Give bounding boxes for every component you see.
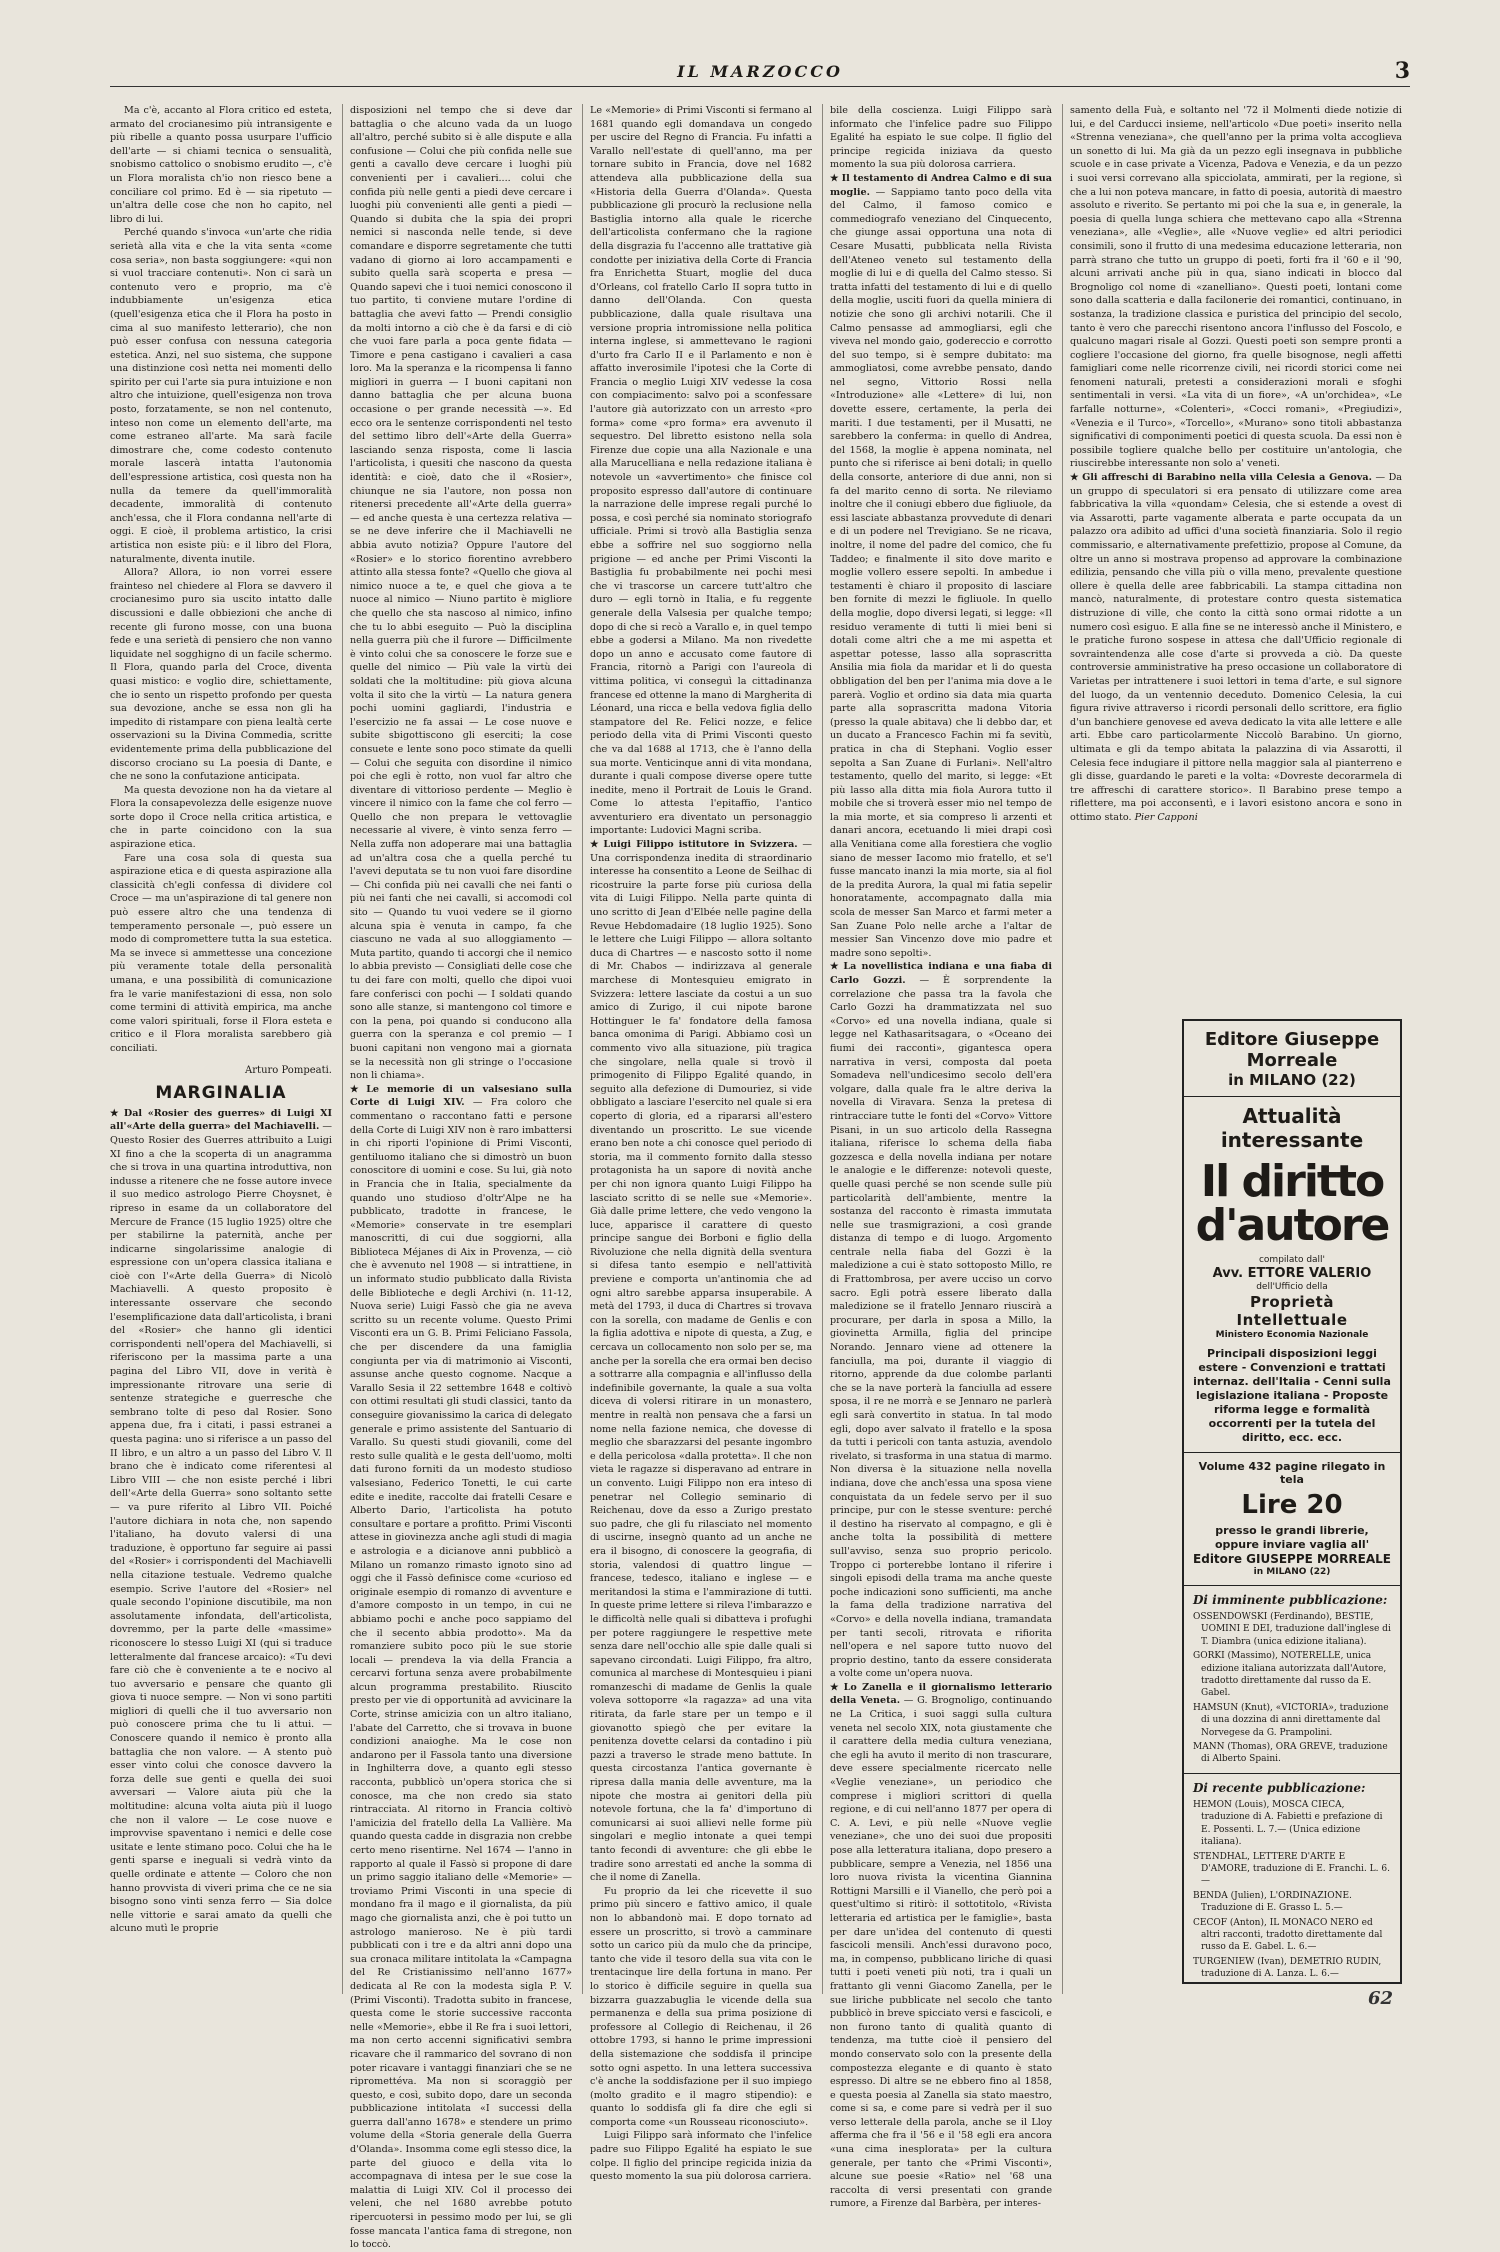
ad-office: Proprietà Intellettuale xyxy=(1236,1293,1348,1329)
column-3 xyxy=(590,104,812,2183)
ad-publisher: Editore Giuseppe Morreale xyxy=(1204,1029,1380,1071)
star-icon: ★ xyxy=(830,172,839,184)
list-item: HAMSUN (Knut), «VICTORIA», traduzione di una dozzina di anni direttamente dal Norvegese da G. Prampolini. xyxy=(1193,1702,1389,1738)
ad-price: Lire 20 xyxy=(1241,1490,1343,1520)
item-title: Dal «Rosier des guerres» di Luigi XI all'«Arte della guerra» del Machiavelli. xyxy=(110,1107,332,1133)
list-item: TURGENIEW (Ivan), DEMETRIO RUDIN, traduzione di A. Lanza. L. 6.— xyxy=(1193,1956,1382,1980)
star-icon: ★ xyxy=(110,1107,121,1119)
col1-paragraph: Ma questa devozione non ha da vietare al Flora la consapevolezza delle esigenze nuove sorte dopo il Croce nella critica artistica, e che in parte coincidono con la sua aspirazione etica. xyxy=(110,784,332,851)
masthead: IL MARZOCCO xyxy=(677,62,843,81)
marginalia-item: ★ La novellistica indiana e una fiaba di Carlo Gozzi. — È sorprendente la correlazione che passa tra la favola che Carlo Gozzi ha drammatizzata nel suo «Corvo» ed una novella indiana, quale si legge nel Kathasaritsagara, o «Oceano dei fiumi dei racconti», gigantesca opera narrativa in versi, composta dal poeta Somadeva nell'undicesimo secolo dell'era volgare, dalla quale fra le altre deriva la novella di Viravara. Senza la pretesa di rintracciare tutte le fonti del «Corvo» Vittore Pisani, in un suo articolo della Rassegna italiana, riferisce lo schema della fiaba gozzesca e della novella indiana per notare le analogie e le differenze: notevoli queste, quelle quasi perché se non scende sulle più particolarità dell'ambiente, mentre la sostanza del racconto è rimasta immutata nelle sue trasmigrazioni, a così grande distanza di tempo e di luogo. Argomento centrale nella fiaba del Gozzi è la maledizione a cui è stato sottoposto Millo, re di Frattombrosa, per avere ucciso un corvo sacro. Egli potrà essere liberato dalla maledizione se il fratello Jennaro riuscirà a procurare, per darla in sposa a Millo, la giovinetta Armilla, figlia del principe Norando. Jennaro viene ad ottenere la fanciulla, ma poi, durante il viaggio di ritorno, apprende da due colombe parlanti che se la nave porterà la fanciulla ad essere sposa, il re ne morrà e se Jennaro ne parlerà egli sarà convertito in statua. In tal modo egli, dopo aver salvato il fratello e la sposa da tutti i pericoli con tanta astuzia, avendolo rivelato, si trasforma in una statua di marmo. Non diversa è la situazione nella novella indiana, dove che anch'essa una sposa viene conquistata da un fedele servo per il suo principe, pur con le stesse sventure: perché il destino ha riservato al compagno, e gli è anche tolta la possibilità di mettere sull'avviso, senza suo proprio pericolo. Troppo ci porterebbe lontano il riferire i singoli episodi della trama ma anche queste poche indicazioni sono sufficienti, ma anche la fama della tradizione narrativa del «Corvo» e della novella indiana, tramandata per tanti secoli, ritrovata e rifiorita nell'opera e nel sapore tutto nuovo del proprio destino, tanto da essere considerata a volte come un'opera nuova. xyxy=(830,961,1052,1680)
ad-headline: Attualità interessante xyxy=(1220,1104,1364,1152)
item-title: Le memorie di un valsesiano sulla Corte di Luigi XIV. xyxy=(350,1083,572,1109)
item-title: Il testamento di Andrea Calmo e di sua moglie. xyxy=(830,172,1052,198)
ad-forthcoming-list xyxy=(1193,1611,1391,1766)
item-title: Gli affreschi di Barabino nella villa Celesia a Genova. xyxy=(1082,472,1372,484)
marginalia-item: ★ Le memorie di un valsesiano sulla Corte di Luigi XIV. — Fra coloro che commentano o raccontano fatti e persone della Corte di Luigi XIV non è raro imbattersi in chi riporti l'opinione di Primi Visconti, gentiluomo italiano che si dimostrò un buon conoscitore di uomini e cose. Su lui, già noto in Francia che in Italia, specialmente da quando uno studioso d'oltr'Alpe ne ha pubblicato, tradotte in francese, le «Memorie» conservate in tre esemplari manoscritti, di cui due soggiorni, alla Biblioteca Méjanes di Aix in Provenza, — ciò che è avvenuto nel 1908 — si intrattiene, in un informato studio pubblicato dalla Rivista delle Biblioteche e degli Archivi (n. 11-12, Nuova serie) Luigi Fassò che gia ne aveva scritto su un recente volume. Questo Primi Visconti era un G. B. Primi Feliciano Fassola, che per discendere da una famiglia congiunta per via di matrimonio ai Visconti, assunse anche questo cognome. Nacque a Varallo Sesia il 22 settembre 1648 e coltivò con ottimi resultati gli studi classici, tanto da conseguire giovanissimo la carica di delegato generale e primo assistente del Santuario di Varallo. Su questi studi giovanili, come del resto sulle qualità e le gesta dell'uomo, molti dati furono forniti da un modesto studioso valsesiano, Federico Tonetti, le cui carte edite e inedite, raccolte dai fratelli Cesare e Alberto Dario, l'articolista ha potuto consultare e portare a profitto. Primi Visconti attese in giovinezza anche agli studi di magia e astrologia e a dicianove anni pubblicò a Milano un romanzo rimasto ignoto sino ad oggi che il Fassò definisce come «curioso ed originale esempio di romanzo di avventure e d'amore composto in un tempo, in cui ne abbiamo pochi e anche poco sappiamo del che il secento abbia prodotto». Ma da romanziere subito poco più le sue storie locali — prendeva la via della Francia a cercarvi fortuna senza avere probabilmente alcun programma prestabilito. Riuscito presto per vie di opportunità ad avvicinare la Corte, strinse amicizia con un altro italiano, l'abate del Carretto, che si trovava in buone condizioni anaioghe. Ma le cose non andarono per il Fassola tanto una diversione in Inghilterra dove, a quanto egli stesso racconta, pubblicò un'opera storica che si conosce, ma che non credo sia stato rintracciata. Al ritorno in Francia coltivò l'amicizia del fratello della La Vallière. Ma quando questa cadde in disgrazia non crebbe certo meno risentirne. Nel 1674 — l'anno in rapporto al quale il Fassò si propone di dare un primo saggio italiano delle «Memorie» — troviamo Primi Visconti in una specie di mondano fra il mago e il giornalista, da più mago che giornalista anzi, che è poi tutto un astrologo manieroso. Ne è più tardi pubblicati con i tre e da altri anni dopo una sua cronaca militare intitolata la «Campagna del Re Cristianissimo nell'anno 1677» dedicata al Re con la modesta sigla P. V. (Primi Visconti). Tradotta subito in francese, questa come le storie successive racconta nelle «Memorie», ebbe il Re fra i suoi lettori, ma non certo accenni significativi sembra ricavare che il rammarico del sovrano di non poter ricavare i vantaggi finanziari che se ne ripromettéva. Ma non si scoraggiò per questo, e così, subito dopo, dare un seconda pubblicazione intitolata «I successi della guerra dall'anno 1678» e stendere un primo volume della «Storia generale della Guerra d'Olanda». Insomma come egli stesso dice, la parte del giuoco e della vita lo accompagnava di intesa per le sue cose la malattia di Luigi XIV. Col il processo dei veleni, che nel 1680 avrebbe potuto ripercuotersi in pessimo modo per lui, se gli fosse mancata l'antica fama di stregone, non lo toccò. xyxy=(350,1083,572,2251)
list-item: HEMON (Louis), MOSCA CIECA, traduzione di A. Fabietti e prefazione di E. Possenti. L. 7.— (Unica edizione italiana). xyxy=(1193,1799,1383,1848)
star-icon: ★ xyxy=(830,961,841,973)
ad-recent-list xyxy=(1193,1799,1391,1981)
ad-order-city: in MILANO (22) xyxy=(1253,1567,1331,1577)
item-title: La novellistica indiana e una fiaba di Carlo Gozzi. xyxy=(830,961,1052,986)
col4-paragraph: bile della coscienza. Luigi Filippo sarà informato che l'infelice padre suo Filippo Egalité ha espiato le sue colpe. Il figlio del principe regicida iniziava da questo momento la sua più dolorosa carriera. xyxy=(830,105,1052,171)
ad-order-text: presso le grandi librerie, oppure inviare vaglia all' xyxy=(1214,1524,1370,1551)
column-5 xyxy=(1070,104,1402,1009)
list-item: OSSENDOWSKI (Ferdinando), BESTIE, UOMINI E DEI, traduzione dall'inglese di T. Diambra (unica edizione italiana). xyxy=(1193,1612,1391,1647)
column-divider xyxy=(1062,104,1063,1994)
list-item: MANN (Thomas), ORA GREVE, traduzione di Alberto Spaini. xyxy=(1193,1742,1388,1765)
item-text: Sappiamo tanto poco della vita del Calmo, il famoso comico e commediografo veneziano del Cinquecento, che giunge assai opportuna una nota di Cesare Musatti, pubblicata nella Rivista dell'Ateneo veneto sul testamento della moglie di lui e di quella del Calmo stesso. Si tratta infatti del testamento di lui e di quello della moglie, usciti fuori da quella miniera di notizie che sono gli archivi notarili. Che il Calmo pensasse ad ammogliarsi, egli che viveva nel mondo gaio, godereccio e corrotto del suo tempo, si è sempre dubitato: ma ammogliatosi, come avrebbe pensato, dando nel segno, Vittorio Rossi nella «Introduzione» alle «Lettere» di lui, non dovette essere, certamente, la perla dei mariti. I due testamenti, per il Musatti, ne sarebbero la conferma: in quello di Andrea, del 1568, la moglie è appena nominata, nel punto che si riferisce ai beni dotali; in quello della consorte, anteriore di due anni, non si fa del marito cenno di sorta. Ne rileviamo inoltre che il coniugi ebbero due figliuole, da essi lasciate abbastanza provvedute di denari e di un podere nel Trevigiano. Se ne ricava, inoltre, il nome del padre del comico, che fu Taddeo; e finalmente il sito dove marito e moglie vollero essere sepolti. In ambedue i testamenti è chiaro il proposito di lasciare ben fornite di mezzi le figliuole. In quello della moglie, dopo diversi legati, si legge: «Il residuo veramente di tutti li miei beni si dotali come altri che a me mi aspetta et aspettar potesse, lasso alla soprascritta Ansilia mia fiola da maridar et li do questa obbligation del ben per l'anima mia dove a le parerà. Voglio et ordino sia data mia quarta parte alla soprascritta madona Vitoria (presso la quale abitava) che li debbo dar, et un ducato a Francesco Fachin mi fa sevitù, pratica in cha di Stephani. Voglio esser sepolta a San Zuane di Furlani». Nell'altro testamento, quello del marito, si legge: «Et più lasso alla ditta mia fiola Aurora tutto il mobile che si troverà esser mio nel tempo de la mia morte, et sia compreso li arzenti et danari ancora, ecetuando li miei drapi così alla Venitiana come alla forestiera che voglio siano de messer Iacomo mio fratello, et se'l fusse mancato inanzi la mia morte, sia al fiol de la predita Aurora, la qual mi fatia sepelir honoratamente, accompagnato dalla mia scola de messer San Marco et farmi meter a San Zuane Polo nelle arche a l'altar de messier San Vincenzo dove mio padre et madre sono sepolti». xyxy=(830,186,1052,959)
ad-recent-title: Di recente pubblicazione: xyxy=(1193,1780,1366,1795)
col3-paragraph: Luigi Filippo sarà informato che l'infelice padre suo Filippo Egalité ha espiato le sue colpe. Il figlio del principe regicida inizia da questo momento la sua più dolorosa carriera. xyxy=(590,2130,812,2183)
column-1 xyxy=(110,104,332,1994)
ad-ministry: Ministero Economia Nazionale xyxy=(1215,1330,1369,1340)
ad-office-of: dell'Ufficio della xyxy=(1256,1282,1328,1292)
ad-compiled-by: compilato dall' xyxy=(1258,1255,1326,1265)
star-icon: ★ xyxy=(350,1083,364,1095)
col1-paragraph: Allora? Allora, io non vorrei essere frainteso nel chiedere al Flora se davvero il crocianesimo puro sia uscito intatto dalle discussioni e dalle obbiezioni che anche di recente gli furono mosse, con una buona fede e una serietà di pensiero che non vanno liquidate nel sogghigno di un facile schermo. Il Flora, quando parla del Croce, diventa quasi mistico: e voglio dire, schiettamente, che io sento un rispetto profondo per questa sua devozione, anche se essa non gli ha impedito di ristampare con piena lealtà certe osservazioni su la Divina Commedia, scritte evidentemente prima della pubblicazione del discorso crociano su La poesia di Dante, e che ne sono la confutazione anticipata. xyxy=(110,567,332,783)
col3-paragraph: Fu proprio da lei che ricevette il suo primo più sincero e fattivo amico, il quale non lo abbandonò mai. E dopo tornato ad essere un proscritto, si trovò a camminare sotto un carico più da mulo che da principe, tanto che vide il tesoro della sua vita con le trentacinque lire della fortuna in mano. Per lo storico è difficile seguire in quella sua bizzarra guazzabuglia le vicende della sua permanenza e della sua prima posizione di professore al Collegio di Reichenau, il 26 ottobre 1793, si hanno le prime impressioni della sistemazione che soddisfa il principe sotto ogni aspetto. In una lettera successiva c'è anche la soddisfazione per il suo impiego (molto gradito e il magro stipendio): e quanto lo soddisfa gli fa dire che egli si comporta come «un Rousseau riconosciuto». xyxy=(590,1885,812,2128)
star-icon: ★ xyxy=(590,839,601,851)
marginalia-item: ★ Gli affreschi di Barabino nella villa Celesia a Genova. — Da un gruppo di speculatori si era pensato di utilizzare come area fabbricativa la villa «quondam» Celesia, che si estende a ovest di via Assarotti, parte vagamente alberata e parte occupata da un palazzo ora adibito ad uffici d'una società finanziaria. Solo il regio commissario, e alternativamente prefettizio, propose al Comune, da oltre un anno si mostrava propenso ad approvare la combinazione edilizia, pensando che villa più o villa meno, prevalente questione ollere è quella delle aree fabbricabili. La stampa cittadina non mancò, naturalmente, di protestare contro questa sistematica distruzione di ville, che conto la città sono ormai ridotte a un numero così esiguo. E alla fine se ne interessò anche il Ministero, e le pratiche furono sospese in attesa che dall'Ufficio regionale di sovraintendenza alle cose d'arte si provveda a ciò. Da queste controversie amministrative ha preso occasione un collaboratore di Varietas per intrattenere i suoi lettori in tema d'arte, e sul signore del luogo, da un ventennio deceduto. Domenico Celesia, la cui figura rivive attraverso i ricordi personali dello scrittore, era figlio d'un banchiere genovese ed aveva dedicato la vita alle lettere e alle arti. Ebbe caro particolarmente Niccolò Barabino. Un giorno, ultimata e gli da tempo abitata la palazzina di via Assarotti, il Celesia fece indugiare il pittore nella maggior sala al pianterreno e gli disse, guardando le pareti e la volta: «Dovreste decorarmela di tre affreschi di carattere storico». Il Barabino prese tempo a riflettere, ma poi acconsentì, e i lavori esistono ancora e sono in ottimo stato. Pier Capponi xyxy=(1070,472,1402,823)
ad-divider xyxy=(1184,1096,1400,1097)
col2-paragraph: disposizioni nel tempo che si deve dar battaglia o che alcuno vada da un luogo all'altro, perché subito si è alle dispute e alla confusione — Colui che più confida nelle sue genti a cavallo deve cercare i luoghi più convenienti per i cavalieri.... colui che confida più nelle genti a piedi deve cercare i luoghi più convenienti alle genti a piedi — Quando si dubita che la spia dei propri nemici si nasconda nelle tende, si deve comandare e disporre segretamente che tutti vadano di giorno ai loro accampamenti e subito quella sarà scoperta e presa — Quando sapevi che i tuoi nemici conoscono il tuo partito, ti conviene mutare l'ordine di battaglia che avevi fatto — Prendi consiglio da molti intorno a ciò che è da farsi e di ciò che vuoi fare parla a poca gente fidata — Timore e pena castigano i cavalieri a casa loro. Ma la speranza e la ricompensa li fanno migliori in guerra — I buoni capitani non danno battaglia che per alcuna buona occasione o per grande necessità —». Ed ecco ora le sentenze corrispondenti nel testo del settimo libro dell'«Arte della Guerra» lasciando senza risposta, come li lascia l'articolista, i quesiti che nascono da questa identità: e cioè, dato che il «Rosier», chiunque ne sia l'autore, non possa non ritenersi precedente all'«Arte della guerra» — ed anche questa è una certezza relativa — se ne deve inferire che il Machiavelli ne abbia avuto notizia? Oppure l'autore del «Rosier» e lo storico fiorentino avrebbero attinto alla stessa fonte? «Quello che giova al nimico nuoce a te, e quel che giova a te nuoce al nimico — Niuno partito è migliore che quello che sta nascoso al nimico, infino che tu lo abbi eseguito — Può la disciplina nella guerra più che il furore — Difficilmente è vinto colui che sa conoscere le forze sue e quelle del nimico — Più vale la virtù dei soldati che la moltitudine: più giova alcuna volta il sito che la virtù — La natura genera pochi uomini gagliardi, l'industria e l'esercizio ne fa assai — Le cose nuove e subite sbigottiscono gli eserciti; la cose consuete e lente sono poco stimate da quelli — Colui che seguita con disordine il nimico poi che egli è rotto, non vuol far altro che diventare di vittorioso perdente — Meglio è vincere il nimico con la fame che col ferro — Quello che non prepara le vettovaglie necessarie al vivere, è vinto senza ferro — Nella zuffa non adoperare mai una battaglia ad un'altra cosa che a quella perché tu l'avevi deputata se tu non vuoi fare disordine — Chi confida più nei cavalli che nei fanti o più nei fanti che nei cavalli, si accomodi col sito — Quando tu vuoi vedere se il giorno alcuna spia è venuta in campo, fa che ciascuno ne vada al suo alloggiamento — Muta partito, quando ti accorgi che il nemico lo abbia previsto — Consigliati delle cose che tu dei fare con molti, quello che dipoi vuoi fare conferisci con pochi — I soldati quando sono alle stanze, si mantengono col timore e con la pena, poi quando si conducono alla guerra con la speranza e col premio — I buoni capitani non vengono mai a giornata se la necessità non gli stringe o l'occasione non li chiama». xyxy=(350,105,572,1082)
marginalia-item: ★ Dal «Rosier des guerres» di Luigi XI all'«Arte della guerra» del Machiavelli. — Questo Rosier des Guerres attribuito a Luigi XI fino a che la scoperta di un anagramma che si trova in una quartina introduttiva, non indusse a ritenere che ne fosse autore invece il suo medico astrologo Pierre Choysnet, è ripreso in esame da un collaboratore del Mercure de France (15 luglio 1925) oltre che per stabilirne la paternità, anche per indicarne singolarissime analogie di espressione con un'opera classica italiana e cioè con l'«Arte della Guerra» di Nicolò Machiavelli. A questo proposito è interessante osservare che secondo l'esemplificazione data dall'articolista, i brani del «Rosier» che hanno gli identici corrispondenti nell'opera del Machiavelli, si riferiscono per la massima parte a una pagina del Libro VII, dove in verità è impressionante ritrovare una serie di sentenze strategiche e guerresche che sembrano tolte di peso dal Rosier. Sono appena due, fra i citati, i passi estranei a questa pagina: uno si riferisce a un passo del II libro, e un altro a un passo del Libro V. Il brano che è indicato come riferentesi al Libro VIII — che non esiste perché i libri dell'«Arte della Guerra» sono soltanto sette — va pure riferito al Libro VII. Poiché l'autore dichiara in nota che, non sapendo l'italiano, ha dovuto valersi di una traduzione, è opportuno far seguire ai passi del «Rosier» i corrispondenti del Machiavelli nella citazione testuale. Vedremo qualche esempio. Scrive l'autore del «Rosier» nel quale secondo l'opinione discutibile, ma non assolutamente infondata, dell'articolista, dovremmo, per la parte delle «massime» riconoscere lo stesso Luigi XI (qui si traduce letteralmente dal francese arcaico): «Tu devi fare ciò che è conveniente a te e nocivo al tuo avversario e pensare che quanto gli giova ti nuoce sempre. — Non vi sono partiti migliori di quelli che il tuo avversario non può conoscere prima che tu li attui. — Conoscere quando il nemico è pronto alla battaglia che non valore. — A stento può esser vinto colui che conosce davvero la forza delle sue genti e quella dei suoi avversari — Valore aiuta più che la moltitudine: alcuna volta aiuta più il luogo che non il valore — Le cose nuove e improvvise spaventano i nemici e delle cose usitate e lente stimano poco. Colui che ha le genti sparse e ineguali si vedrà vinto da quelle ordinate e attente — Coloro che non hanno provvista di viveri prima che ce ne sia bisogno sono vinti senza ferro — Sia dolce nelle vittorie e sarai amato da quelli che alcuno mutì le proprie xyxy=(110,1107,332,1935)
item-text: Fra coloro che commentano o raccontano fatti e persone della Corte di Luigi XIV non è raro imbattersi in chi riporti l'opinione di Primi Visconti, gentiluomo italiano che si dimostrò un buon conoscitore di uomini e cose. Su lui, già noto in Francia che in Italia, specialmente da quando uno studioso d'oltr'Alpe ne ha pubblicato, tradotte in francese, le «Memorie» conservate in tre esemplari manoscritti, di cui due soggiorni, alla Biblioteca Méjanes di Aix in Provenza, — ciò che è avvenuto nel 1908 — si intrattiene, in un informato studio pubblicato dalla Rivista delle Biblioteche e degli Archivi (n. 11-12, Nuova serie) Luigi Fassò che gia ne aveva scritto su un recente volume. Questo Primi Visconti era un G. B. Primi Feliciano Fassola, che per discendere da una famiglia congiunta per via di matrimonio ai Visconti, assunse anche questo cognome. Nacque a Varallo Sesia il 22 settembre 1648 e coltivò con ottimi resultati gli studi classici, tanto da conseguire giovanissimo la carica di delegato generale e primo assistente del Santuario di Varallo. Su questi studi giovanili, come del resto sulle qualità e le gesta dell'uomo, molti dati furono forniti da un modesto studioso valsesiano, Federico Tonetti, le cui carte edite e inedite, raccolte dai fratelli Cesare e Alberto Dario, l'articolista ha potuto consultare e portare a profitto. Primi Visconti attese in giovinezza anche agli studi di magia e astrologia e a dicianove anni pubblicò a Milano un romanzo rimasto ignoto sino ad oggi che il Fassò definisce come «curioso ed originale esempio di romanzo di avventure e d'amore composto in un tempo, in cui ne abbiamo pochi e anche poco sappiamo del che il secento abbia prodotto». Ma da romanziere subito poco più le sue storie locali — prendeva la via della Francia a cercarvi fortuna senza avere probabilmente alcun programma prestabilito. Riuscito presto per vie di opportunità ad avvicinare la Corte, strinse amicizia con un altro italiano, l'abate del Carretto, che si trovava in buone condizioni anaioghe. Ma le cose non andarono per il Fassola tanto una diversione in Inghilterra dove, a quanto egli stesso racconta, pubblicò un'opera storica che si conosce, ma che non credo sia stato rintracciata. Al ritorno in Francia coltivò l'amicizia del fratello della La Vallière. Ma quando questa cadde in disgrazia non crebbe certo meno risentirne. Nel 1674 — l'anno in rapporto al quale il Fassò si propone di dare un primo saggio italiano delle «Memorie» — troviamo Primi Visconti in una specie di mondano fra il mago e il giornalista, da più mago che giornalista anzi, che è poi tutto un astrologo manieroso. Ne è più tardi pubblicati con i tre e da altri anni dopo una sua cronaca militare intitolata la «Campagna del Re Cristianissimo nell'anno 1677» dedicata al Re con la modesta sigla P. V. (Primi Visconti). Tradotta subito in francese, questa come le storie successive racconta nelle «Memorie», ebbe il Re fra i suoi lettori, ma non certo accenni significativi sembra ricavare che il rammarico del sovrano di non poter ricavare i vantaggi finanziari che se ne ripromettéva. Ma non si scoraggiò per questo, e così, subito dopo, dare un seconda pubblicazione intitolata «I successi della guerra dall'anno 1678» e stendere un primo volume della «Storia generale della Guerra d'Olanda». Insomma come egli stesso dice, la parte del giuoco e della vita lo accompagnava di intesa per le sue cose la malattia di Luigi XIV. Col il processo dei veleni, che nel 1680 avrebbe potuto ripercuotersi in pessimo modo per lui, se gli fosse mancata l'antica fama di stregone, non lo toccò. xyxy=(350,1097,572,2251)
ad-volume: Volume 432 pagine rilegato in tela xyxy=(1198,1460,1386,1486)
page-header xyxy=(110,58,1410,87)
marginalia-item: ★ Il testamento di Andrea Calmo e di sua moglie. — Sappiamo tanto poco della vita del Calmo, il famoso comico e commediografo veneziano del Cinquecento, che giunge assai opportuna una nota di Cesare Musatti, pubblicata nella Rivista dell'Ateneo veneto sul testamento della moglie di lui e di quella del Calmo stesso. Si tratta infatti del testamento di lui e di quello della moglie, usciti fuori da quella miniera di notizie che sono gli archivi notarili. Che il Calmo pensasse ad ammogliarsi, egli che viveva nel mondo gaio, godereccio e corrotto del suo tempo, si è sempre dubitato: ma ammogliatosi, come avrebbe pensato, dando nel segno, Vittorio Rossi nella «Introduzione» alle «Lettere» di lui, non dovette essere, certamente, la perla dei mariti. I due testamenti, per il Musatti, ne sarebbero la conferma: in quello di Andrea, del 1568, la moglie è appena nominata, nel punto che si riferisce ai beni dotali; in quello della consorte, anteriore di due anni, non si fa del marito cenno di sorta. Ne rileviamo inoltre che il coniugi ebbero due figliuole, da essi lasciate abbastanza provvedute di denari e di un podere nel Trevigiano. Se ne ricava, inoltre, il nome del padre del comico, che fu Taddeo; e finalmente il sito dove marito e moglie vollero essere sepolti. In ambedue i testamenti è chiaro il proposito di lasciare ben fornite di mezzi le figliuole. In quello della moglie, dopo diversi legati, si legge: «Il residuo veramente di tutti li miei beni si dotali come altri che a me mi aspetta et aspettar potesse, lasso alla soprascritta Ansilia mia fiola da maridar et li do questa obbligation del ben per l'anima mia dove a le parerà. Voglio et ordino sia data mia quarta parte alla soprascritta madona Vitoria (presso la quale abitava) che li debbo dar, et un ducato a Francesco Fachin mi fa sevitù, pratica in cha di Stephani. Voglio esser sepolta a San Zuane di Furlani». Nell'altro testamento, quello del marito, si legge: «Et più lasso alla ditta mia fiola Aurora tutto il mobile che si troverà esser mio nel tempo de la mia morte, et sia compreso li arzenti et danari ancora, ecetuando li miei drapi così alla Venitiana come alla forestiera che voglio siano de messer Iacomo mio fratello, et se'l fusse mancato inanzi la mia morte, sia al fiol de la predita Aurora, la qual mi fatia sepelir honoratamente, accompagnato dalla mia scola de messer San Marco et farmi meter a San Zuane Polo nelle arche a l'altar de messier San Vincenzo dove mio padre et madre sono sepolti». xyxy=(830,172,1052,959)
list-item: CECOF (Anton), IL MONACO NERO ed altri racconti, tradotto direttamente dal russo da E. Gabel. L. 6.— xyxy=(1193,1917,1383,1953)
ad-author: Avv. ETTORE VALERIO xyxy=(1212,1266,1372,1281)
list-item: BENDA (Julien), L'ORDINAZIONE. Traduzione di E. Grasso L. 5.— xyxy=(1193,1890,1352,1914)
star-icon: ★ xyxy=(1070,472,1080,484)
ad-publisher-city: in MILANO (22) xyxy=(1228,1071,1356,1089)
list-item: GORKI (Massimo), NOTERELLE, unica edizione italiana autorizzata dall'Autore, tradotto direttamente dal russo da E. Gabel. xyxy=(1193,1651,1387,1699)
column-2 xyxy=(350,104,572,2251)
col3-paragraph: Le «Memorie» di Primi Visconti si fermano al 1681 quando egli domandava un congedo per uscire del Regno di Francia. Fu infatti a Varallo nell'estate di quell'anno, ma per tornare subito in Francia, dove nel 1682 attendeva alla pubblicazione della sua «Historia della Guerra d'Olanda». Questa pubblicazione gli procurò la reclusione nella Bastiglia intorno alla quale le ricerche dell'articolista confermano che la ragione della disgrazia fu l'accenno alle trattative già condotte per iniziativa della Corte di Francia fra Enrichetta Stuart, moglie del duca d'Orleans, col fratello Carlo II sopra tutto in danno dell'Olanda. Con questa pubblicazione, dalla quale risultava una versione propria intromissione nella politica interna inglese, si ammettevano le ragioni d'urto fra Carlo II e il Parlamento e non è affatto inverosimile l'ipotesi che la Corte di Francia o meglio Luigi XIV vedesse la cosa con compiacimento: salvo poi a sconfessare l'autore già autorizzato con un arresto «pro forma» come «pro forma» era avvenuto il sequestro. Del libretto esistono nella sola Firenze due copie una alla Nazionale e una alla Marucelliana e nella redazione italiana è notevole un «avvertimento» che finisce col proposito espresso dall'autore di continuare la narrazione delle imprese regali purché lo possa, e così perché sia nominato storiografo ufficiale. Primi si trovò alla Bastiglia senza ebbe a soffrire nel suo soggiorno nella prigione — ed anche per Primi Visconti la Bastiglia fu probabilmente nei pochi mesi che vi trascorse un carcere tutt'altro che duro — egli tornò in Italia, e fu reggente generale della Valsesia per qualche tempo; dopo di che si recò a Varallo e, in quel tempo ebbe a godersi a Milano. Ma non rivedette dopo un anno e accusato come fautore di Francia, ritornò a Parigi con l'aureola di vittima politica, vi conseguì la cittadinanza francese ed ottenne la mano di Margherita di Léonard, una ricca e bella vedova figlia dello stampatore del Re. Felici nozze, e felice periodo della vita di Primi Visconti questo che va dal 1688 al 1713, che è l'anno della sua morte. Venticinque anni di vita mondana, durante i quali compose diverse opere tutte inedite, meno il Portrait de Louis le Grand. Come lo attesta l'epitaffio, l'antico avventuriero era diventato un personaggio importante: Ludovici Magni scriba. xyxy=(590,105,812,837)
handwritten-page-note: 62 xyxy=(1368,1988,1394,2009)
item-text: Questo Rosier des Guerres attribuito a Luigi XI fino a che la scoperta di un anagramma che si trova in una quartina introduttiva, non indusse a ritenere che ne fosse autore invece il suo medico astrologo Pierre Choysnet, è ripreso in esame da un collaboratore del Mercure de France (15 luglio 1925) oltre che per stabilirne la paternità, anche per indicarne singolarissime analogie di espressione con un'opera classica italiana e cioè con l'«Arte della Guerra» di Nicolò Machiavelli. A questo proposito è interessante osservare che secondo l'esemplificazione data dall'articolista, i brani del «Rosier» che hanno gli identici corrispondenti nell'opera del Machiavelli, si riferiscono per la massima parte a una pagina del Libro VII, dove in verità è impressionante ritrovare una serie di sentenze strategiche e guerresche che sembrano tolte di peso dal Rosier. Sono appena due, fra i citati, i passi estranei a questa pagina: uno si riferisce a un passo del II libro, e un altro a un passo del Libro V. Il brano che è indicato come riferentesi al Libro VIII — che non esiste perché i libri dell'«Arte della Guerra» sono soltanto sette — va pure riferito al Libro VII. Poiché l'autore dichiara in nota che, non sapendo l'italiano, ha dovuto valersi di una traduzione, è opportuno far seguire ai passi del «Rosier» i corrispondenti del Machiavelli nella citazione testuale. Vedremo qualche esempio. Scrive l'autore del «Rosier» nel quale secondo l'opinione discutibile, ma non assolutamente infondata, dell'articolista, dovremmo, per la parte delle «massime» riconoscere lo stesso Luigi XI (qui si traduce letteralmente dal francese arcaico): «Tu devi fare ciò che è conveniente a te e nocivo al tuo avversario e pensare che quanto gli giova ti nuoce sempre. — Non vi sono partiti migliori di quelli che il tuo avversario non può conoscere prima che tu li attui. — Conoscere quando il nemico è pronto alla battaglia che non valore. — A stento può esser vinto colui che conosce davvero la forza delle sue genti e quella dei suoi avversari — Valore aiuta più che la moltitudine: alcuna volta aiuta più il luogo che non il valore — Le cose nuove e improvvise spaventano i nemici e delle cose usitate e lente stimano poco. Colui che ha le genti sparse e ineguali si vedrà vinto da quelle ordinate e attente — Coloro che non hanno provvista di viveri prima che ce ne sia bisogno sono vinti senza ferro — Sia dolce nelle vittorie e sarai amato da quelli che alcuno mutì le proprie xyxy=(110,1134,332,1935)
column-divider xyxy=(582,104,583,1994)
star-icon: ★ xyxy=(830,1681,841,1693)
list-item: STENDHAL, LETTERE D'ARTE E D'AMORE, traduzione di E. Franchi. L. 6.— xyxy=(1193,1851,1390,1887)
marginalia-item: ★ Luigi Filippo istitutore in Svizzera. — Una corrispondenza inedita di straordinario interesse ha consentito a Leone de Seilhac di ricostruire la parte forse più curiosa della vita di Luigi Filippo. Nella parte quinta di uno scritto di Jean d'Elbée nelle pagine della Revue Hebdomadaire (18 luglio 1925). Sono le lettere che Luigi Filippo — allora soltanto duca di Chartres — e nascosto sotto il nome di Mr. Chabos — indirizzava al generale marchese di Montesquieu emigrato in Svizzera: lettere lasciate da costui a un suo amico di Zurigo, il cui nipote barone Hottinguer le fa' fondatore della famosa banca omonima di Parigi. Abbiamo così un commento vivo alla situazione, più tragica che singolare, nella quale si trovò il primogenito di Filippo Egalité quando, in seguito alla defezione di Dumouriez, si vide obbligato a lasciare l'esercito nel quale si era coperto di gloria, ed a ripararsi all'estero diventando un proscritto. Le sue vicende erano ben note a chi conosce quel periodo di storia, ma il commento fornito dalla stesso protagonista ha un sapore di novità anche per chi non ignora quanto Luigi Filippo ha lasciato scritto di se nelle sue «Memorie». Già dalle prime lettere, che vedo vengono la luce, apparisce il carattere di questo principe sangue dei Borboni e figlio della Rivoluzione che nella dignità della sventura si difesa tanto esempio e nell'attività previene e comporta un'antinomia che ad ogni altro sarebbe apparsa insuperabile. A metà del 1793, il duca di Chartres si trovava con la sorella, con madame de Genlis e con la figlia adottiva e nipote di questa, a Zug, e cercava un collocamento non solo per se, ma anche per la sorella che era ormai ben deciso a sottrarre alla compagnia e all'influsso della indefinibile governante, la quale a sua volta diceva di volersi ritirare in un monastero, mentre in realtà non pensava che a farsi un nome nella fazione nemica, che dovesse di meglio che sbarazzarsi del pesante ingombro e della pericolosa «dalla protetta». Il che non vieta le ragazze si disperavano ad entrare in un convento. Luigi Filippo non era inteso di penetrar nel Collegio seminario di Reichenau, dove da esso a Zurigo prestato suo padre, che gli fu rilasciato nel momento di uscirne, insegnò quanto ad un anche ne era il bisogno, di conoscere la geografia, di storia, valendosi di quattro lingue — francese, tedesco, italiano e inglese — e meritandosi la stima e l'ammirazione di tutti. In queste prime lettere si rileva l'imbarazzo e le difficoltà nelle quali si dibatteva i profughi per potere raggiungere le respettive mete senza dare nell'occhio alle spie dalle quali si sapevano circondati. Luigi Filippo, fra altro, comunica al marchese di Montesquieu i piani romanzeschi di madame de Genlis la quale voleva sottoporre «la ragazza» ad una vita ritirata, da farle stare per un tempo e il giovanotto spiegò che per evitare la penitenza dovette celarsi da contadino i più pazzi a traverso le strade meno battute. In questa circostanza l'antica governante è ripresa dalla mania delle avventure, ma la nipote che mostra ai genitori della più notevole fortuna, che la fa' d'importuno di comunicarsi ai suoi allievi nelle forme più singolari e meglio intonate a quei tempi tanto fecondi di avventure: che gli ebbe le tradire sono arrestati ed anche la somma di che il nome di Zanella. xyxy=(590,839,812,1884)
item-text: È sorprendente la correlazione che passa tra la favola che Carlo Gozzi ha drammatizzata nel suo «Corvo» ed una novella indiana, quale si legge nel Kathasaritsagara, o «Oceano dei fiumi dei racconti», gigantesca opera narrativa in versi, composta dal poeta Somadeva nell'undicesimo secolo dell'era volgare, dalla quale fra le altre deriva la novella di Viravara. Senza la pretesa di rintracciare tutte le fonti del «Corvo» Vittore Pisani, in un suo articolo della Rassegna italiana, riferisce lo schema della fiaba gozzesca e della novella indiana per notare le analogie e le differenze: notevoli queste, quelle quasi perché se non scende sulle più particolarità dell'ambiente, mentre la sostanza del racconto è rimasta immutata nelle sue trasmigrazioni, a così grande distanza di tempo e di luogo. Argomento centrale nella fiaba del Gozzi è la maledizione a cui è stato sottoposto Millo, re di Frattombrosa, per avere ucciso un corvo sacro. Egli potrà essere liberato dalla maledizione se il fratello Jennaro riuscirà a procurare, per darla in sposa a Millo, la giovinetta Armilla, figlia del principe Norando. Jennaro viene ad ottenere la fanciulla, ma poi, durante il viaggio di ritorno, apprende da due colombe parlanti che se la nave porterà la fanciulla ad essere sposa, il re ne morrà e se Jennaro ne parlerà egli sarà convertito in statua. In tal modo egli, dopo aver salvato il fratello e la sposa da tutti i pericoli con tanta astuzia, avendolo rivelato, si trasforma in una statua di marmo. Non diversa è la situazione nella novella indiana, dove che anch'essa una sposa viene conquistata da un fedele servo per il suo principe, pur con le stesse sventure: perché il destino ha riservato al compagno, e gli è anche tolta la possibilità di mettere sull'avviso, senza suo proprio pericolo. Troppo ci porterebbe lontano il riferire i singoli episodi della trama ma anche queste poche indicazioni sono sufficienti, ma anche la fama della tradizione narrativa del «Corvo» e della novella indiana, tramandata per tanti secoli, ritrovata e rifiorita nell'opera e nel sapore tutto nuovo del proprio destino, tanto da essere considerata a volte come un'opera nuova. xyxy=(830,975,1052,1680)
section-title: MARGINALIA xyxy=(155,1083,287,1104)
col1-paragraph: Fare una cosa sola di questa sua aspirazione etica e di questa aspirazione alla classicità ch'egli confessa di dividere col Croce — ma un'aspirazione di tal genere non può essere altro che una tendenza di temperamento personale —, può essere un modo di compromettere tutta la sua estetica. Ma se invece si ammettesse una concezione più veramente totale della personalità umana, e una possibilità di comunicazione fra le varie manifestazioni di essa, non solo come termini di attività empirica, ma anche come valori spirituali, forse il Flora esteta e critico e il Flora moralista sarebbero già conciliati. xyxy=(110,852,332,1054)
item-title: Luigi Filippo istitutore in Svizzera. xyxy=(603,839,798,851)
item-title: Lo Zanella e il giornalismo letterario della Veneta. xyxy=(830,1681,1052,1707)
column-divider xyxy=(342,104,343,1994)
col1-paragraph: Ma c'è, accanto al Flora critico ed esteta, armato del crocianesimo più intransigente e più ribelle a quanto possa usurpare l'ufficio dell'arte — si chiami tecnica o sensualità, snobismo cattolico o snobismo erudito —, c'è un Flora moralista ch'io non riesco bene a conciliare col primo. Ed è — sia ripetuto — un'altra delle cose che non ho capito, nel libro di lui. xyxy=(110,105,332,225)
article-author: Arturo Pompeati. xyxy=(245,1064,332,1076)
item-author: Pier Capponi xyxy=(1134,811,1198,823)
ad-divider xyxy=(1184,1773,1400,1774)
col1-paragraph: Perché quando s'invoca «un'arte che ridia serietà alla vita e che la vita senta «come cosa seria», non basta soggiungere: «qui non si vuol tracciare contenuti». Non ci sarà un contenuto vero e proprio, ma c'è indubbiamente un'esigenza etica (quell'esigenza etica che il Flora ha posto in cima al suo manifesto letterario), che non può esser confusa con nessuna categoria estetica. Anzi, nel suo sistema, che suppone una distinzione così netta nei momenti dello spirito per cui l'arte sia pura intuizione e non altro che intuizione, quell'esigenza non trova posto, forzatamente, se non nel contenuto, inteso non come un elemento dell'arte, ma come estraneo all'arte. Ma sarà facile dimostrare che, come codesto contenuto morale lascerà intatta l'autonomia dell'espressione artistica, così questa non ha nulla da temere da quell'immoralità decadente, immoralità di contenuto anch'essa, che il Flora condanna nell'arte di oggi. E cioè, il problema artistico, la crisi artistica non esiste più: e il libro del Flora, naturalmente, diventa inutile. xyxy=(110,227,332,565)
item-text: Una corrispondenza inedita di straordinario interesse ha consentito a Leone de Seilhac di ricostruire la parte forse più curiosa della vita di Luigi Filippo. Nella parte quinta di uno scritto di Jean d'Elbée nelle pagine della Revue Hebdomadaire (18 luglio 1925). Sono le lettere che Luigi Filippo — allora soltanto duca di Chartres — e nascosto sotto il nome di Mr. Chabos — indirizzava al generale marchese di Montesquieu emigrato in Svizzera: lettere lasciate da costui a un suo amico di Zurigo, il cui nipote barone Hottinguer le fa' fondatore della famosa banca omonima di Parigi. Abbiamo così un commento vivo alla situazione, più tragica che singolare, nella quale si trovò il primogenito di Filippo Egalité quando, in seguito alla defezione di Dumouriez, si vide obbligato a lasciare l'esercito nel quale si era coperto di gloria, ed a ripararsi all'estero diventando un proscritto. Le sue vicende erano ben note a chi conosce quel periodo di storia, ma il commento fornito dalla stesso protagonista ha un sapore di novità anche per chi non ignora quanto Luigi Filippo ha lasciato scritto di se nelle sue «Memorie». Già dalle prime lettere, che vedo vengono la luce, apparisce il carattere di questo principe sangue dei Borboni e figlio della Rivoluzione che nella dignità della sventura si difesa tanto esempio e nell'attività previene e comporta un'antinomia che ad ogni altro sarebbe apparsa insuperabile. A metà del 1793, il duca di Chartres si trovava con la sorella, con madame de Genlis e con la figlia adottiva e nipote di questa, a Zug, e cercava un collocamento non solo per se, ma anche per la sorella che era ormai ben deciso a sottrarre alla compagnia e all'influsso della indefinibile governante, la quale a sua volta diceva di volersi ritirare in un monastero, mentre in realtà non pensava che a farsi un nome nella fazione nemica, che dovesse di meglio che sbarazzarsi del pesante ingombro e della pericolosa «dalla protetta». Il che non vieta le ragazze si disperavano ad entrare in un convento. Luigi Filippo non era inteso di penetrar nel Collegio seminario di Reichenau, dove da esso a Zurigo prestato suo padre, che gli fu rilasciato nel momento di uscirne, insegnò quanto ad un anche ne era il bisogno, di conoscere la geografia, di storia, valendosi di quattro lingue — francese, tedesco, italiano e inglese — e meritandosi la stima e l'ammirazione di tutti. In queste prime lettere si rileva l'imbarazzo e le difficoltà nelle quali si dibatteva i profughi per potere raggiungere le respettive mete senza dare nell'occhio alle spie dalle quali si sapevano circondati. Luigi Filippo, fra altro, comunica al marchese di Montesquieu i piani romanzeschi di madame de Genlis la quale voleva sottoporre «la ragazza» ad una vita ritirata, da farle stare per un tempo e il giovanotto spiegò che per evitare la penitenza dovette celarsi da contadino i più pazzi a traverso le strade meno battute. In questa circostanza l'antica governante è ripresa dalla mania delle avventure, ma la nipote che mostra ai genitori della più notevole fortuna, che la fa' d'importuno di comunicarsi ai suoi allievi nelle forme più singolari e meglio intonate a quei tempi tanto fecondi di avventure: che gli ebbe le tradire sono arrestati ed anche la somma di che il nome di Zanella. xyxy=(590,852,812,1884)
item-text: G. Brognoligo, continuando ne La Critica, i suoi saggi sulla cultura veneta nel secolo XIX, nota giustamente che il carattere della media cultura veneziana, che egli ha avuto il merito di non trascurare, deve essere specialmente ricercato nelle «Veglie veneziane», un periodico che comprese i migliori scrittori di quella regione, e di cui nell'anno 1877 per opera di C. A. Levi, e più nelle «Nuove veglie veneziane», che uno dei suoi due propositi pose alla letteratura italiana, dopo presero a pubblicare, sempre a Venezia, nel 1856 una loro nuova rivista la vicentina Giannina Rottigni Marsilli e il Vianello, che però poi a quest'ultimo si ritirò: il sottotitolo, «Rivista letteraria ed artistica per le famiglie», basta per dare un'idea del contenuto di questi fascicoli mensili. Anch'essi duravono poco, ma, in compenso, pubblicano liriche di quasi tutti i poeti veneti più noti, tra i quali un frattanto gli venni Giacomo Zanella, per le sue liriche pubblicate nel secolo che tanto pubblicò in breve spicciato versi e fascicoli, e non furono tanto di qualità quanto di tendenza, ma tutte cioè il pensiero del mondo conservato solo con la presente della compostezza elegante e di quanto è stato espresso. Di altre se ne ebbero fino al 1858, e questa poesia al Zanella sia stato maestro, come si sa, e come pare si vedrà per il suo verso letterale della parola, anche se il Lloy afferma che fra il '56 e il '58 egli era ancora «una cima inesplorata» per la cultura generale, per tanto che «Primi Visconti», alcune sue poesie «Ratio» nel '68 una raccolta di versi presentati con grande rumore, a Firenze dal Barbèra, per interes- xyxy=(830,1695,1053,2210)
marginalia-item: ★ Lo Zanella e il giornalismo letterario della Veneta. — G. Brognoligo, continuando ne La Critica, i suoi saggi sulla cultura veneta nel secolo XIX, nota giustamente che il carattere della media cultura veneziana, che egli ha avuto il merito di non trascurare, deve essere specialmente ricercato nelle «Veglie veneziane», un periodico che comprese i migliori scrittori di quella regione, e di cui nell'anno 1877 per opera di C. A. Levi, e più nelle «Nuove veglie veneziane», che uno dei suoi due propositi pose alla letteratura italiana, dopo presero a pubblicare, sempre a Venezia, nel 1856 una loro nuova rivista la vicentina Giannina Rottigni Marsilli e il Vianello, che però poi a quest'ultimo si ritirò: il sottotitolo, «Rivista letteraria ed artistica per le famiglie», basta per dare un'idea del contenuto di questi fascicoli mensili. Anch'essi duravono poco, ma, in compenso, pubblicano liriche di quasi tutti i poeti veneti più noti, tra i quali un frattanto gli venni Giacomo Zanella, per le sue liriche pubblicate nel secolo che tanto pubblicò in breve spicciato versi e fascicoli, e non furono tanto di qualità quanto di tendenza, ma tutte cioè il pensiero del mondo conservato solo con la presente della compostezza elegante e di quanto è stato espresso. Di altre se ne ebbero fino al 1858, e questa poesia al Zanella sia stato maestro, come si sa, e come pare si vedrà per il suo verso letterale della parola, anche se il Lloy afferma che fra il '56 e il '58 egli era ancora «una cima inesplorata» per la cultura generale, per tanto che «Primi Visconti», alcune sue poesie «Ratio» nel '68 una raccolta di versi presentati con grande rumore, a Firenze dal Barbèra, per interes- xyxy=(830,1681,1053,2210)
ad-description: Principali disposizioni leggi estere - Convenzioni e trattati internaz. dell'Italia - Cenni sulla legislazione italiana - Proposte riforma legge e formalità occorrenti per la tutela del diritto, ecc. ecc. xyxy=(1193,1347,1391,1444)
item-text: Da un gruppo di speculatori si era pensato di utilizzare come area fabbricativa la villa «quondam» Celesia, che si estende a ovest di via Assarotti, parte vagamente alberata e parte occupata da un palazzo ora adibito ad uffici d'una società finanziaria. Solo il regio commissario, e alternativamente prefettizio, propose al Comune, da oltre un anno si mostrava propenso ad approvare la combinazione edilizia, pensando che villa più o villa meno, prevalente questione ollere è quella delle aree fabbricabili. La stampa cittadina non mancò, naturalmente, di protestare contro questa sistematica distruzione di ville, che conto la città sono ormai ridotte a un numero così esiguo. E alla fine se ne interessò anche il Ministero, e le pratiche furono sospese in attesa che dall'Ufficio regionale di sovraintendenza alle cose d'arte si provveda a ciò. Da queste controversie amministrative ha preso occasione un collaboratore di Varietas per intrattenere i suoi lettori in tema d'arte, e sul signore del luogo, da un ventennio deceduto. Domenico Celesia, la cui figura rivive attraverso i ricordi personali dello scrittore, era figlio d'un banchiere genovese ed aveva dedicato la vita alle lettere e alle arti. Ebbe caro particolarmente Niccolò Barabino. Un giorno, ultimata e gli da tempo abitata la palazzina di via Assarotti, il Celesia fece indugiare il pittore nella maggior sala al pianterreno e gli disse, guardando le pareti e la volta: «Dovreste decorarmela di tre affreschi di carattere storico». Il Barabino prese tempo a riflettere, ma poi acconsentì, e i lavori esistono ancora e sono in ottimo stato. xyxy=(1070,472,1402,823)
ad-book-title: Il diritto d'autore xyxy=(1195,1156,1389,1251)
ad-forthcoming-title: Di imminente pubblicazione: xyxy=(1193,1593,1388,1607)
col5-paragraph: samento della Fuà, e soltanto nel '72 il Molmenti diede notizie di lui, e del Carducci insieme, nell'articolo «Due poeti» inserito nella «Strenna veneziana», che quell'anno per la prima volta accoglieva un sonetto di lui. Ma già da un pezzo egli insegnava in pubbliche scuole e in case private a Vicenza, Padova e Venezia, e da un pezzo i suoi versi correvano alla spicciolata, ammirati, per la regione, sì che a lui non poteva mancare, in fatto di poesia, autorità di maestro assoluto e riverito. Se pertanto mi poi che la sua e, in generale, la poesia di quella lunga schiera che mettevano capo alla «Strenna veneziana», alle «Veglie», alle «Nuove veglie» ed altri periodici consimili, sono il frutto di una medesima educazione letteraria, non parrà strano che tutto un gruppo di poeti, forti fra il '60 e il '90, alcuni arrivati anche più in qua, siano indicati in blocco dal Brognoligo col nome di «zanelliano». Questi poeti, lontani come sono dalla scatteria e dalla facilonerie dei romantici, continuano, in sostanza, la tradizione classica e puristica del principio del secolo, tanto è vero che parecchi risentono ancora l'influsso del Foscolo, e qualcuno magari risale al Gozzi. Questi poeti son sempre pronti a cogliere l'occasione del giorno, fra quelle bisognose, negli affetti famigliari come nelle ricorrenze civili, nei ricordi storici come nei fenomeni naturali, pretesti a considerazioni morali e sfoghi sentimentali in versi. «La vita di un fiore», «A un'orchidea», «Le farfalle notturne», «Colenteri», «Cocci romani», «Pregiudizi», «Venezia e il Turco», «Torcello», «Murano» sono titoli abbastanza significativi di componimenti poetici di questa scuola. Da essi non è possibile togliere qualche bello per costituire un'antologia, che riuscirebbe interessante non solo a' veneti. xyxy=(1070,105,1402,470)
ad-divider xyxy=(1184,1452,1400,1453)
page-number: 3 xyxy=(1394,58,1410,84)
ad-divider xyxy=(1184,1585,1400,1586)
advertisement-box xyxy=(1182,1019,1402,1984)
column-divider xyxy=(822,104,823,1994)
ad-order-publisher: Editore GIUSEPPE MORREALE xyxy=(1193,1552,1391,1566)
column-4 xyxy=(830,104,1053,2210)
